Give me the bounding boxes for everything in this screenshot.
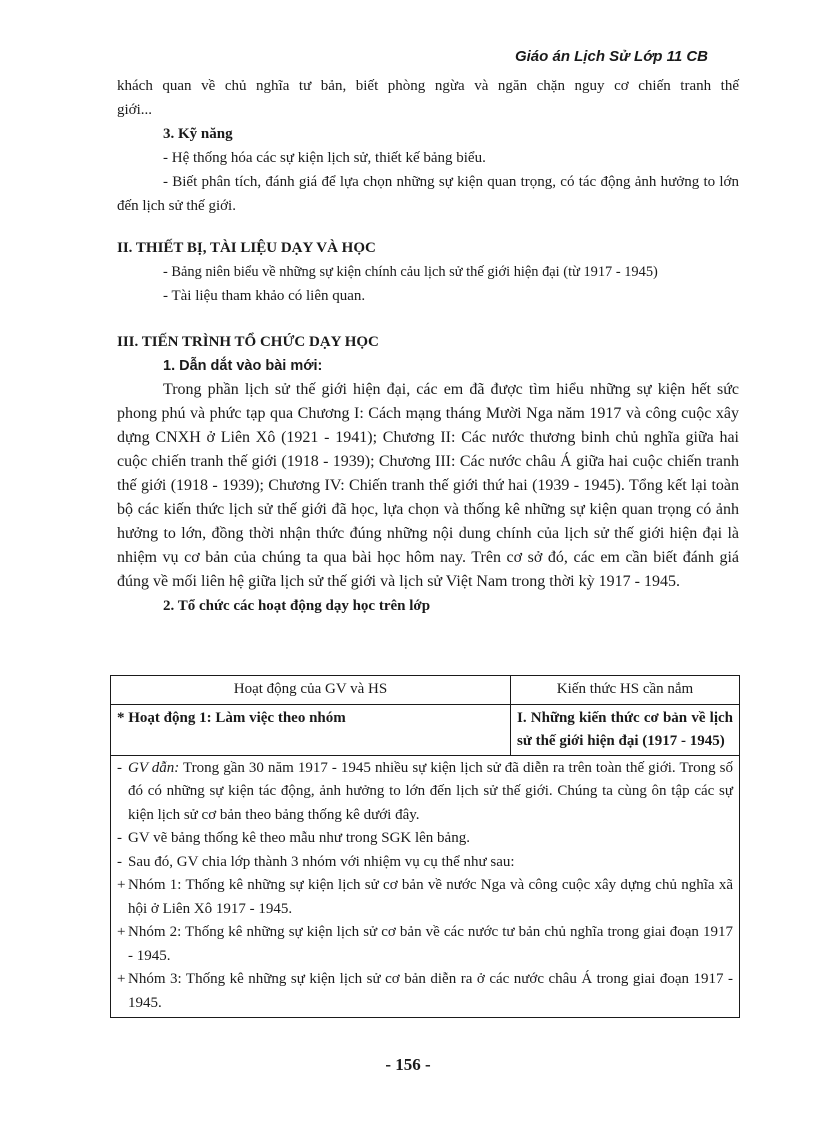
- spacer: [117, 218, 739, 236]
- skills-item-1: - Hệ thống hóa các sự kiện lịch sử, thiết kế bảng biểu.: [163, 150, 486, 166]
- list-marker: -: [117, 853, 122, 870]
- section-2-heading: II. THIẾT BỊ, TÀI LIỆU DẠY VÀ HỌC: [117, 240, 376, 256]
- list-text: Nhóm 1: Thống kê những sự kiện lịch sử cơ bản về nước Nga và công cuộc xây dựng chủ nghĩa xã hội ở Liên Xô 1917 - 1945.: [128, 877, 733, 917]
- section-2-item-1: - Bảng niên biểu về những sự kiện chính cảu lịch sử thế giới hiện đại (từ 1917 - 1945): [163, 264, 658, 280]
- skills-heading: 3. Kỹ năng: [163, 126, 233, 142]
- section-3-sub-2: 2. Tổ chức các hoạt động dạy học trên lớp: [163, 598, 431, 614]
- section-2-item-2: - Tài liệu tham khảo có liên quan.: [163, 288, 366, 304]
- list-marker: -: [117, 759, 122, 776]
- list-item: [117, 827, 733, 851]
- activity-1-cell: * Hoạt động 1: Làm việc theo nhóm: [111, 704, 511, 755]
- section-3-paragraph: Trong phần lịch sử thế giới hiện đại, các em đã được tìm hiểu những sự kiện hết sức phong phú và phức tạp qua Chương I: Cách mạng tháng Mười Nga năm 1917 và công cuộc xây dựng CNXH ở Liên Xô (1921 - 1941); Chương II: Các nước thương binh chủ nghĩa giữa hai cuộc chiến tranh thế giới (1918 - 1939); Chương III: Các nước châu Á giữa hai cuộc chiến tranh thế giới (1918 - 1939); Chương IV: Chiến tranh thế giới thứ hai (1939 - 1945). Tổng kết lại toàn bộ các kiến thức lịch sử thế giới đã học, lựa chọn và thống kê những sự kiện quan trọng có ảnh hưởng to lớn, đồng thời nhận thức đúng những nội dung chính của lịch sử thế giới hiện đại là nhiệm vụ cơ bản của chúng ta qua bài học hôm nay. Trên cơ sở đó, các em cần biết đánh giá đúng về mối liên hệ giữa lịch sử thế giới và lịch sử Việt Nam trong thời kỳ 1917 - 1945.: [117, 381, 739, 590]
- list-item: [117, 874, 733, 921]
- list-text: Nhóm 3: Thống kê những sự kiện lịch sử cơ bản diễn ra ở các nước châu Á trong giai đoạn 1917 - 1945.: [128, 971, 733, 1011]
- table-row: [111, 704, 740, 755]
- table-header-activities: Hoạt động của GV và HS: [111, 676, 511, 705]
- list-marker: +: [117, 971, 126, 987]
- section-3-sub-1: 1. Dẫn dắt vào bài mới:: [163, 358, 323, 374]
- activities-table: [110, 675, 740, 1018]
- list-text: Sau đó, GV chia lớp thành 3 nhóm với nhiệm vụ cụ thể như sau:: [128, 853, 515, 870]
- page-content: [117, 74, 739, 618]
- list-text: Nhóm 2: Thống kê những sự kiện lịch sử cơ bản về các nước tư bản chủ nghĩa trong giai đoạn 1917 - 1945.: [128, 924, 733, 964]
- section-3-heading: III. TIẾN TRÌNH TỔ CHỨC DẠY HỌC: [117, 334, 379, 350]
- list-text: GV vẽ bảng thống kê theo mẫu như trong SGK lên bảng.: [128, 830, 470, 846]
- page-number: - 156 -: [385, 1055, 431, 1074]
- table-row: [111, 755, 740, 1018]
- list-item: [117, 921, 733, 968]
- list-marker: +: [117, 877, 126, 893]
- intro-line-2: giới...: [117, 102, 153, 118]
- knowledge-1-cell: I. Những kiến thức cơ bản về lịch sử thế giới hiện đại (1917 - 1945): [511, 704, 740, 755]
- intro-line-1: khách quan về chủ nghĩa tư bản, biết phòng ngừa và ngăn chặn nguy cơ chiến tranh thế: [117, 78, 739, 94]
- spacer: [117, 308, 739, 330]
- table-header-knowledge: Kiến thức HS cần nắm: [511, 676, 740, 705]
- list-item: [117, 968, 733, 1015]
- list-item: [117, 757, 733, 828]
- list-marker: -: [117, 830, 122, 846]
- skills-item-2: - Biết phân tích, đánh giá để lựa chọn những sự kiện quan trọng, có tác động ảnh hưởng to lớn đến lịch sử thế giới.: [117, 174, 739, 214]
- activity-details-cell: [111, 755, 740, 1018]
- document-header: Giáo án Lịch Sử Lớp 11 CB: [514, 48, 708, 65]
- list-marker: +: [117, 924, 126, 940]
- table-header-row: [111, 676, 740, 705]
- list-item: [117, 851, 733, 875]
- list-text-body: Trong gần 30 năm 1917 - 1945 nhiều sự kiện lịch sử đã diễn ra trên toàn thế giới. Trong số đó có những sự kiện tác động, ảnh hưởng to lớn đến lịch sử thế giới. Chúng ta cùng ôn tập các sự kiện lịch sử cơ bản theo bảng thống kê dưới đây.: [128, 759, 733, 823]
- gv-dan-label: GV dẫn:: [128, 759, 180, 776]
- list-text: [128, 757, 733, 828]
